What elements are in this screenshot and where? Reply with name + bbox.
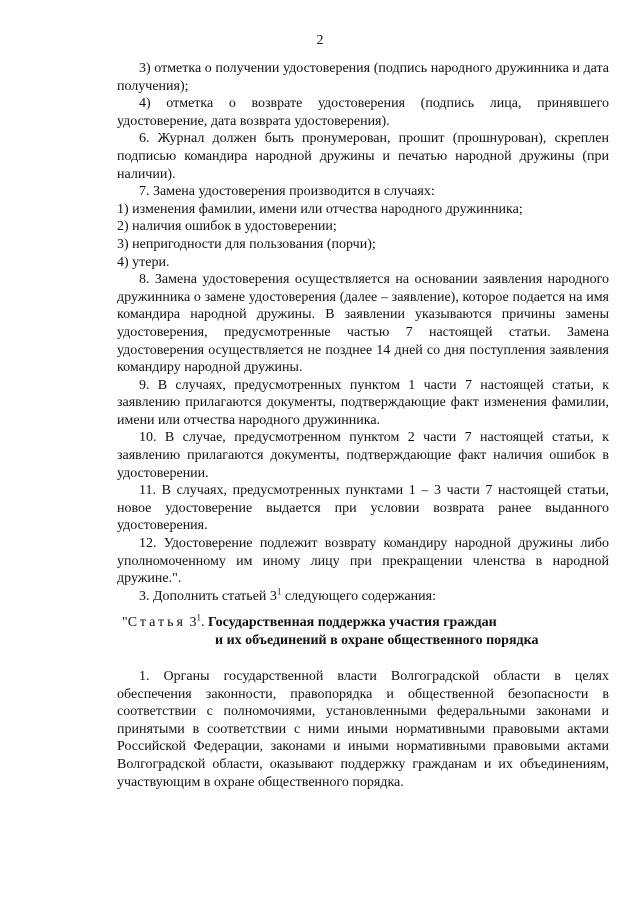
paragraph-clause-6: 6. Журнал должен быть пронумерован, прошит (прошнурован), скреплен подписью командира народной дружины и печатью народной дружины (при наличии).: [117, 131, 609, 182]
paragraph-clause-7-item-3: 3) непригодности для пользования (порчи);: [117, 236, 376, 252]
document-body: [117, 60, 609, 605]
paragraph-item-4: 4) отметка о возврате удостоверения (подпись лица, принявшего удостоверение, дата возврата удостоверения).: [117, 96, 609, 129]
paragraph-clause-7: 7. Замена удостоверения производится в случаях:: [139, 184, 435, 200]
amendment-instruction: [117, 588, 609, 606]
paragraph-clause-8: 8. Замена удостоверения осуществляется на основании заявления народного дружинника о замене удостоверения (далее – заявление), которое подается на имя командира народной дружины. В заявлении указываются причины замены удостоверения, предусмотренные частью 7 настоящей статьи. Замена удостоверения осуществляется не позднее 14 дней со дня поступления заявления командиру народной дружины.: [117, 272, 609, 376]
paragraph-clause-7-item-2: 2) наличия ошибок в удостоверении;: [117, 219, 337, 235]
paragraph-clause-12: 12. Удостоверение подлежит возврату командиру народной дружины либо уполномоченному им иному лицу при прекращении членства в народной дружине.".: [117, 536, 609, 587]
article-number: 3: [185, 615, 197, 630]
article-open-quote: ": [122, 615, 128, 630]
article-number-superscript: 1: [196, 612, 201, 623]
amendment-text-before: 3. Дополнить статьей 3: [139, 588, 277, 604]
amendment-superscript: 1: [276, 586, 282, 597]
paragraph-clause-11: 11. В случаях, предусмотренных пунктами 1 – 3 части 7 настоящей статьи, новое удостоверение выдается при условии возврата ранее выданного удостоверения.: [117, 483, 609, 534]
paragraph-clause-9: 9. В случаях, предусмотренных пунктом 1 части 7 настоящей статьи, к заявлению прилагаются документы, подтверждающие факт изменения фамилии, имени или отчества народного дружинника.: [117, 377, 609, 428]
article-title-line-1: Государственная поддержка участия граждан: [207, 615, 497, 630]
article-heading-line-1: [117, 614, 609, 632]
article-word: Статья: [127, 615, 186, 630]
article-title-line-2: и их объединений в охране общественного порядка: [215, 633, 539, 648]
article-body: [117, 668, 609, 791]
page-number: 2: [316, 33, 324, 48]
amendment-text-after: следующего содержания:: [281, 588, 436, 604]
paragraph-clause-7-item-1: 1) изменения фамилии, имени или отчества народного дружинника;: [117, 201, 523, 217]
paragraph-clause-7-item-4: 4) утери.: [117, 254, 170, 270]
paragraph-clause-10: 10. В случае, предусмотренном пунктом 2 части 7 настоящей статьи, к заявлению прилагаются документы, подтверждающие факт наличия ошибок в удостоверении.: [117, 430, 609, 481]
article-heading: [117, 614, 609, 650]
article-paragraph-1: 1. Органы государственной власти Волгоградской области в целях обеспечения законности, правопорядка и общественной безопасности в соответствии с полномочиями, установленными федеральными законами и принятыми в соответствии с ними иными нормативными правовыми актами Российской Федерации, законами и иными нормативными правовыми актами Волгоградской области, оказывают поддержку гражданам и их объединениям, участвующим в охране общественного порядка.: [117, 669, 609, 790]
article-dot: .: [200, 615, 208, 630]
paragraph-item-3: 3) отметка о получении удостоверения (подпись народного дружинника и дата получения);: [117, 61, 609, 94]
